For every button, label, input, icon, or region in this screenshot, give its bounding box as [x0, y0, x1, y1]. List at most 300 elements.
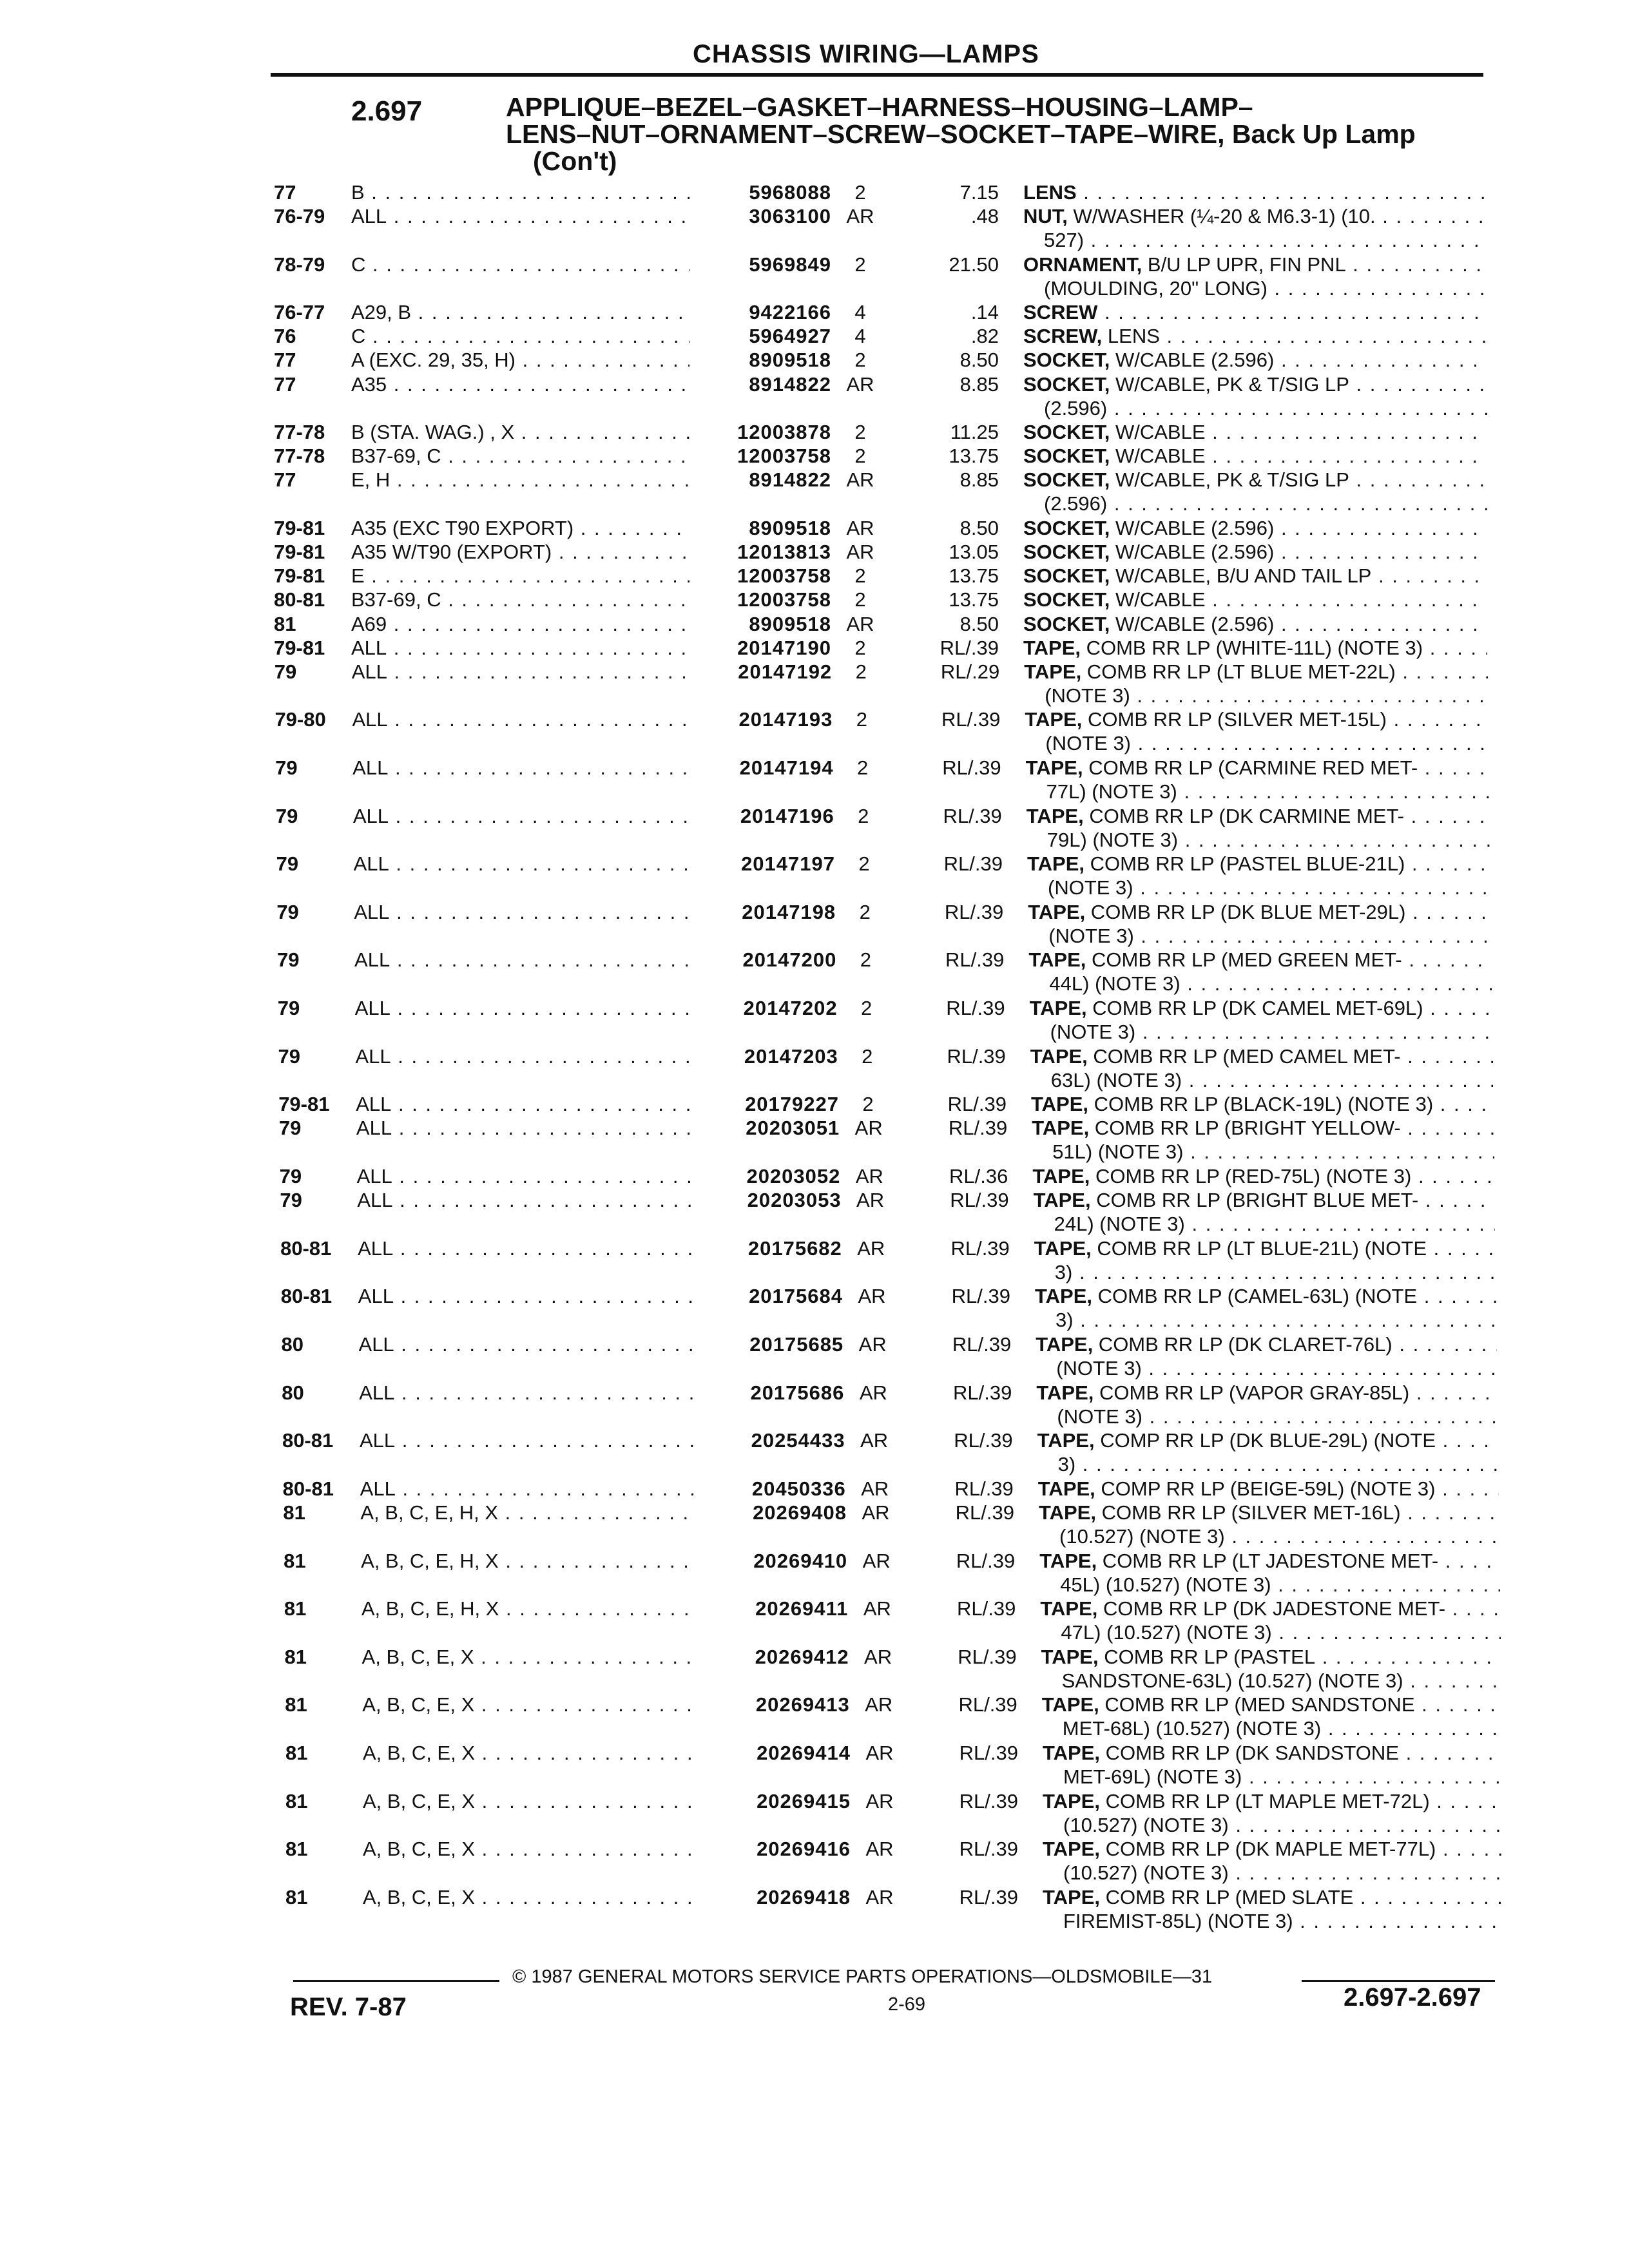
body-style: A, B, C, E, X . . . — [362, 1693, 695, 1716]
body-style: A, B, C, E, H, X . . . — [361, 1597, 695, 1620]
part-number: 20254433 — [751, 1429, 845, 1452]
part-number: 8909518 — [749, 613, 831, 635]
price: 21.50 — [949, 253, 999, 276]
model-year: 77 — [274, 181, 296, 204]
quantity: 2 — [860, 948, 872, 971]
part-number: 20147192 — [738, 660, 833, 683]
quantity: AR — [855, 1165, 883, 1187]
description-continuation: (2.596) . . . — [1023, 396, 1487, 420]
quantity: AR — [862, 1501, 890, 1524]
description-line — [1027, 852, 1490, 876]
part-number: 20175685 — [749, 1333, 844, 1356]
model-year: 78-79 — [274, 253, 325, 276]
model-year: 79 — [274, 660, 297, 683]
description-continuation: 63L) (NOTE 3) . . . — [1030, 1068, 1493, 1092]
description-keyword: TAPE, — [1030, 1045, 1088, 1068]
price: 8.50 — [959, 517, 999, 539]
part-number: 20147198 — [742, 901, 836, 923]
description-text: COMB RR LP (WHITE-11L) (NOTE 3) — [1081, 637, 1423, 659]
description-text: COMB RR LP (SILVER MET-16L) — [1096, 1501, 1401, 1524]
body-style: B . . . — [351, 180, 689, 204]
description-text: W/WASHER (¼-20 & M6.3-1) (10. — [1067, 205, 1376, 227]
price: .14 — [970, 301, 999, 323]
model-year: 81 — [285, 1886, 308, 1908]
description-continuation: 3) . . . — [1035, 1308, 1496, 1332]
description-line — [1023, 204, 1487, 228]
quantity: 2 — [854, 637, 866, 659]
model-year: 76-77 — [274, 301, 325, 323]
model-year: 77 — [274, 349, 296, 371]
part-number: 20179227 — [745, 1093, 839, 1115]
description — [1039, 1549, 1500, 1597]
description-continuation: 3) . . . — [1037, 1452, 1499, 1476]
part-number: 9422166 — [749, 301, 831, 323]
body-style: B (STA. WAG.) , X . . . — [351, 420, 689, 444]
price: RL/.39 — [944, 901, 1004, 923]
description-text: COMB RR LP (PASTEL BLUE-21L) — [1084, 852, 1405, 875]
body-style: A, B, C, E, X . . . — [363, 1885, 695, 1909]
model-year: 81 — [274, 613, 296, 635]
description — [1036, 1332, 1497, 1380]
part-number: 12003758 — [737, 588, 831, 611]
description-keyword: TAPE, — [1028, 901, 1086, 923]
price: 8.85 — [959, 373, 999, 396]
description — [1041, 1645, 1501, 1693]
part-number: 20203051 — [746, 1117, 840, 1139]
description — [1038, 1477, 1499, 1501]
part-number: 8909518 — [749, 349, 831, 371]
description — [1023, 564, 1487, 588]
description-line — [1043, 1837, 1503, 1861]
description-continuation: (NOTE 3) . . . — [1030, 1020, 1492, 1044]
description-keyword: TAPE, — [1032, 1117, 1090, 1139]
description-text: COMB RR LP (BRIGHT BLUE MET- — [1090, 1189, 1419, 1211]
price: RL/.39 — [959, 1790, 1018, 1812]
description-keyword: TAPE, — [1037, 1429, 1095, 1452]
body-style: ALL . . . — [351, 204, 689, 228]
part-number: 20450336 — [751, 1477, 846, 1500]
description — [1034, 1188, 1496, 1236]
description-keyword: TAPE, — [1039, 1501, 1096, 1524]
body-style: A, B, C, E, H, X . . . — [361, 1549, 694, 1573]
model-year: 79-81 — [278, 1093, 330, 1115]
description-line — [1023, 444, 1487, 468]
part-number: 5968088 — [749, 181, 831, 204]
description — [1043, 1741, 1503, 1789]
body-style: ALL . . . — [356, 1092, 691, 1116]
description-keyword: TAPE, — [1025, 708, 1083, 731]
description-line — [1036, 1332, 1497, 1356]
quantity: AR — [862, 1550, 891, 1572]
description-text: COMB RR LP (PASTEL — [1098, 1646, 1316, 1668]
description — [1023, 636, 1487, 660]
description-keyword: SCREW, — [1023, 325, 1103, 347]
model-year: 79 — [276, 852, 299, 875]
description-line — [1023, 372, 1487, 396]
model-year: 79 — [280, 1189, 302, 1211]
footer-rule-right — [1302, 1980, 1495, 1982]
description-line — [1026, 756, 1489, 780]
description — [1023, 468, 1487, 515]
quantity: 2 — [854, 349, 866, 371]
body-style: A69 . . . — [351, 612, 689, 636]
model-year: 80 — [281, 1333, 304, 1356]
description-keyword: TAPE, — [1025, 756, 1083, 779]
description — [1023, 588, 1487, 611]
description-keyword: TAPE, — [1028, 948, 1086, 971]
model-year: 80-81 — [280, 1237, 332, 1260]
model-year: 80-81 — [282, 1477, 334, 1500]
price: RL/.39 — [942, 756, 1001, 779]
body-style: A (EXC. 29, 35, H) . . . — [351, 348, 689, 372]
description-text: COMB RR LP (BRIGHT YELLOW- — [1089, 1117, 1401, 1139]
quantity: 2 — [858, 805, 869, 827]
part-number: 20269414 — [757, 1742, 851, 1764]
description-text: W/CABLE, PK & T/SIG LP — [1110, 373, 1349, 396]
part-number: 20269418 — [757, 1886, 851, 1908]
description — [1030, 1044, 1493, 1092]
price: 7.15 — [959, 181, 999, 204]
quantity: 4 — [854, 301, 866, 323]
description-line — [1039, 1501, 1499, 1524]
description-continuation: 45L) (10.527) (NOTE 3) . . . — [1039, 1573, 1500, 1597]
quantity: AR — [865, 1742, 894, 1764]
part-number: 20147196 — [740, 805, 834, 827]
body-style: ALL . . . — [353, 804, 691, 828]
description-continuation: (NOTE 3) . . . — [1025, 731, 1489, 755]
body-style: A, B, C, E, X . . . — [362, 1645, 695, 1669]
description-text: COMB RR LP (DK CARMINE MET- — [1083, 805, 1404, 827]
description-continuation: (NOTE 3) . . . — [1036, 1356, 1497, 1380]
quantity: AR — [865, 1693, 893, 1716]
description — [1023, 612, 1487, 636]
page-title: CHASSIS WIRING—LAMPS — [693, 40, 1039, 68]
price: RL/.39 — [959, 1838, 1018, 1860]
description-text: COMB RR LP (LT BLUE MET-22L) — [1081, 660, 1396, 683]
model-year: 81 — [285, 1838, 308, 1860]
price: RL/.39 — [947, 1093, 1007, 1115]
price: 11.25 — [950, 421, 999, 443]
part-number: 20175682 — [747, 1237, 842, 1260]
quantity: 2 — [856, 756, 869, 779]
model-year: 79 — [276, 901, 299, 923]
description-text: COMP RR LP (DK BLUE-29L) (NOTE — [1094, 1429, 1436, 1452]
part-number: 20203052 — [746, 1165, 841, 1187]
description-line — [1035, 1284, 1496, 1308]
header-rule — [271, 73, 1483, 77]
description-continuation: (NOTE 3) . . . — [1028, 924, 1491, 948]
description-keyword: SOCKET, — [1023, 541, 1110, 563]
model-year: 79-80 — [275, 708, 326, 731]
description-line — [1030, 1044, 1493, 1068]
quantity: 4 — [854, 325, 866, 347]
description-keyword: TAPE, — [1032, 1165, 1090, 1187]
description — [1043, 1885, 1503, 1933]
description-text: COMB RR LP (LT JADESTONE MET- — [1097, 1550, 1439, 1572]
description-continuation: 79L) (NOTE 3) . . . — [1027, 828, 1490, 852]
quantity: AR — [858, 1285, 886, 1307]
description-text: COMB RR LP (CARMINE RED MET- — [1083, 756, 1418, 779]
body-style: ALL . . . — [357, 1164, 693, 1188]
model-year: 80-81 — [274, 588, 325, 611]
body-style: A29, B . . . — [351, 300, 689, 324]
description-keyword: TAPE, — [1039, 1550, 1097, 1572]
quantity: AR — [863, 1597, 891, 1620]
model-year: 81 — [285, 1693, 307, 1716]
description — [1027, 804, 1490, 852]
description-line — [1034, 1236, 1496, 1260]
quantity: AR — [865, 1790, 894, 1812]
description-text: W/CABLE (2.596) — [1110, 613, 1275, 635]
section-title — [506, 93, 1416, 175]
body-style: ALL . . . — [358, 1284, 693, 1308]
part-number: 5964927 — [749, 325, 831, 347]
body-style: A, B, C, E, X . . . — [363, 1837, 695, 1861]
part-number: 20147194 — [739, 756, 834, 779]
description-text: COMB RR LP (DK SANDSTONE — [1100, 1742, 1399, 1764]
description-line — [1042, 1693, 1502, 1716]
quantity: AR — [865, 1838, 894, 1860]
description — [1024, 660, 1488, 707]
description-line — [1023, 612, 1487, 636]
description-line — [1028, 948, 1491, 972]
description-text: W/CABLE — [1110, 588, 1206, 611]
model-year: 79 — [275, 756, 298, 779]
body-style: C . . . — [351, 324, 689, 348]
description-line — [1032, 1116, 1494, 1140]
body-style: ALL . . . — [357, 1188, 692, 1212]
section-title-line-1: APPLIQUE–BEZEL–GASKET–HARNESS–HOUSING–LAMP– — [506, 92, 1253, 122]
description-continuation: (MOULDING, 20" LONG) . . . — [1023, 276, 1487, 300]
body-style: ALL . . . — [352, 707, 689, 731]
body-style: ALL . . . — [352, 756, 690, 780]
price: .48 — [970, 205, 999, 227]
section-number: 2.697 — [351, 95, 423, 127]
description-text: COMB RR LP (MED SANDSTONE — [1099, 1693, 1415, 1716]
description-keyword: SOCKET, — [1023, 373, 1110, 396]
price: RL/.39 — [950, 1189, 1009, 1211]
quantity: 2 — [854, 181, 866, 204]
model-year: 77-78 — [274, 421, 325, 443]
description-text: COMB RR LP (LT MAPLE MET-72L) — [1100, 1790, 1430, 1812]
description-line — [1043, 1885, 1503, 1909]
quantity: 2 — [854, 588, 866, 611]
description-text: W/CABLE — [1110, 421, 1206, 443]
quantity: AR — [846, 613, 874, 635]
section-title-line-3: (Con't) — [533, 146, 617, 176]
part-number: 12003878 — [737, 421, 831, 443]
description — [1026, 756, 1489, 803]
description-keyword: TAPE, — [1024, 660, 1082, 683]
description-text: COMB RR LP (MED CAMEL MET- — [1087, 1045, 1401, 1068]
description — [1035, 1284, 1496, 1332]
price: RL/.39 — [957, 1597, 1016, 1620]
price: RL/.39 — [947, 1045, 1006, 1068]
body-style: B37-69, C . . . — [351, 588, 689, 611]
description-keyword: SOCKET, — [1023, 564, 1110, 587]
part-number: 20175684 — [749, 1285, 843, 1307]
description-continuation: 527) . . . — [1023, 228, 1487, 252]
description-keyword: LENS — [1023, 181, 1077, 204]
price: .82 — [970, 325, 999, 347]
description-keyword: TAPE, — [1029, 997, 1087, 1019]
footer-rule-left — [293, 1980, 499, 1982]
quantity: 2 — [862, 1093, 874, 1115]
body-style: E, H . . . — [351, 468, 689, 492]
description — [1023, 540, 1487, 564]
part-number: 20147203 — [744, 1045, 838, 1068]
section-title-line-2 — [506, 120, 1416, 148]
part-number: 8914822 — [749, 373, 831, 396]
description-line — [1023, 588, 1487, 611]
description-line — [1027, 804, 1490, 828]
description-keyword: SCREW — [1023, 301, 1098, 323]
part-number: 12003758 — [737, 445, 831, 467]
quantity: AR — [846, 541, 874, 563]
quantity: 2 — [859, 901, 871, 923]
description-text: COMB RR LP (DK CAMEL MET-69L) — [1086, 997, 1423, 1019]
body-style: ALL . . . — [354, 900, 691, 924]
description-continuation: (10.527) (NOTE 3) . . . — [1039, 1524, 1499, 1548]
revision-label: REV. 7-87 — [290, 1993, 407, 2021]
description-text: COMP RR LP (BEIGE-59L) (NOTE 3) — [1095, 1477, 1436, 1500]
price: 8.85 — [959, 468, 999, 491]
description-text: W/CABLE, B/U AND TAIL LP — [1110, 564, 1372, 587]
quantity: AR — [856, 1189, 885, 1211]
description-line — [1023, 468, 1487, 492]
price: RL/.39 — [943, 805, 1002, 827]
description-keyword: TAPE, — [1035, 1285, 1092, 1307]
description-line — [1043, 1789, 1503, 1813]
description-line — [1023, 540, 1487, 564]
quantity: AR — [865, 1886, 894, 1908]
price: 13.75 — [949, 564, 999, 587]
quantity: 2 — [854, 564, 866, 587]
description-text: B/U LP UPR, FIN PNL — [1142, 253, 1346, 276]
quantity: 2 — [855, 660, 867, 683]
part-number: 20147197 — [741, 852, 835, 875]
model-year: 79 — [279, 1165, 302, 1187]
description-text: W/CABLE (2.596) — [1110, 349, 1275, 371]
model-year: 80-81 — [282, 1429, 334, 1452]
description-text: W/CABLE — [1110, 445, 1206, 467]
model-year: 79-81 — [274, 541, 325, 563]
body-style: A35 W/T90 (EXPORT) . . . — [351, 540, 689, 564]
body-style: ALL . . . — [355, 1044, 691, 1068]
price: 8.50 — [959, 349, 999, 371]
quantity: AR — [854, 1117, 883, 1139]
quantity: AR — [846, 373, 874, 396]
price: 13.75 — [949, 588, 999, 611]
description-keyword: TAPE, — [1031, 1093, 1088, 1115]
description — [1034, 1236, 1496, 1284]
model-year: 76-79 — [274, 205, 325, 227]
quantity: AR — [859, 1381, 887, 1404]
description-keyword: SOCKET, — [1023, 588, 1110, 611]
description-keyword: TAPE, — [1026, 805, 1084, 827]
description-keyword: TAPE, — [1041, 1693, 1099, 1716]
description-keyword: TAPE, — [1040, 1597, 1098, 1620]
quantity: 2 — [854, 253, 866, 276]
footer-copyright: © 1987 GENERAL MOTORS SERVICE PARTS OPERATIONS—OLDSMOBILE—31 — [512, 1966, 1213, 1987]
quantity: AR — [861, 1477, 889, 1500]
description — [1023, 444, 1487, 468]
description-line — [1040, 1597, 1501, 1620]
description — [1032, 1164, 1494, 1188]
model-year: 79-81 — [274, 564, 325, 587]
description-line — [1036, 1381, 1498, 1405]
part-number: 20147200 — [742, 948, 837, 971]
price: RL/.39 — [943, 852, 1003, 875]
description-continuation: 24L) (NOTE 3) . . . — [1034, 1212, 1496, 1236]
description — [1037, 1428, 1499, 1476]
description — [1030, 996, 1492, 1044]
price: RL/.39 — [952, 1333, 1012, 1356]
description-keyword: TAPE, — [1036, 1333, 1094, 1356]
part-number: 20147202 — [743, 997, 838, 1019]
quantity: AR — [846, 468, 874, 491]
description — [1028, 948, 1491, 995]
model-year: 79 — [277, 997, 300, 1019]
description-continuation: (10.527) (NOTE 3) . . . — [1043, 1813, 1503, 1837]
price: RL/.39 — [954, 1429, 1013, 1452]
description-keyword: TAPE, — [1043, 1838, 1100, 1860]
model-year: 79-81 — [274, 637, 325, 659]
model-year: 79-81 — [274, 517, 325, 539]
description-line — [1025, 707, 1489, 731]
part-number: 20269415 — [757, 1790, 851, 1812]
part-number: 12013813 — [737, 541, 831, 563]
description-keyword: TAPE, — [1041, 1646, 1099, 1668]
description — [1023, 204, 1487, 252]
description-keyword: TAPE, — [1023, 637, 1081, 659]
description-line — [1023, 324, 1487, 348]
description-text: COMB RR LP (LT BLUE-21L) (NOTE — [1091, 1237, 1427, 1260]
description-text: COMB RR LP (DK BLUE MET-29L) — [1085, 901, 1406, 923]
model-year: 81 — [285, 1790, 308, 1812]
body-style: A35 . . . — [351, 372, 689, 396]
section-range: 2.697-2.697 — [1344, 1983, 1481, 2012]
quantity: AR — [857, 1237, 885, 1260]
description-continuation: 77L) (NOTE 3) . . . — [1026, 780, 1489, 803]
description-line — [1023, 516, 1487, 540]
body-style: C . . . — [351, 253, 689, 276]
model-year: 81 — [284, 1646, 307, 1668]
description — [1031, 1092, 1494, 1116]
price: RL/.39 — [954, 1477, 1014, 1500]
part-number: 20147190 — [737, 637, 831, 659]
description — [1042, 1693, 1502, 1740]
description-continuation: (2.596) . . . — [1023, 492, 1487, 515]
description-continuation: 44L) (NOTE 3) . . . — [1028, 972, 1491, 995]
body-style: ALL . . . — [358, 1236, 693, 1260]
description-line — [1041, 1645, 1501, 1669]
model-year: 81 — [284, 1597, 307, 1620]
description-text: W/CABLE (2.596) — [1110, 541, 1275, 563]
part-number: 5969849 — [749, 253, 831, 276]
description-line — [1023, 253, 1487, 276]
part-number: 20269411 — [755, 1597, 849, 1620]
quantity: 2 — [862, 1045, 873, 1068]
description-line — [1039, 1549, 1500, 1573]
part-number: 20147193 — [738, 708, 833, 731]
section-title-suffix: Back Up Lamp — [1231, 119, 1416, 149]
body-style: ALL . . . — [360, 1428, 694, 1452]
description-keyword: SOCKET, — [1023, 445, 1110, 467]
body-style: ALL . . . — [351, 636, 689, 660]
price: RL/.36 — [949, 1165, 1008, 1187]
description-line — [1034, 1188, 1496, 1212]
